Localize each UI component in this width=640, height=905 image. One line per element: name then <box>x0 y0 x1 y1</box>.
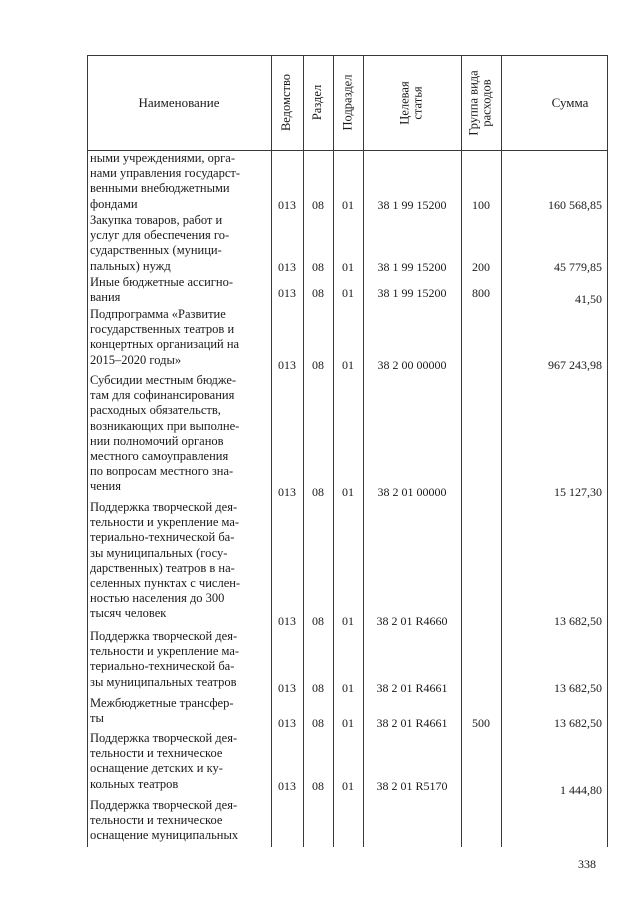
row-razdel: 08 <box>312 614 324 628</box>
row-razdel: 08 <box>312 286 324 300</box>
row-razdel: 08 <box>312 260 324 274</box>
header-name: Наименование <box>138 94 220 110</box>
row-podrazdel: 01 <box>342 681 354 695</box>
row-celevaya: 38 1 99 15200 <box>377 198 447 212</box>
row-summa: 13 682,50 <box>554 614 602 628</box>
row-vedomstvo: 013 <box>278 716 296 730</box>
row-name: Поддержка творческой дея- тельности и укрепление ма- териально-технической ба- зы муниципальных театров <box>90 629 240 689</box>
row-razdel: 08 <box>312 779 324 793</box>
header-celevaya: Целевая статья <box>398 80 425 125</box>
row-gruppa: 800 <box>472 286 490 300</box>
row-vedomstvo: 013 <box>278 485 296 499</box>
budget-table <box>87 55 608 847</box>
row-summa: 13 682,50 <box>554 681 602 695</box>
row-razdel: 08 <box>312 198 324 212</box>
header-summa: Сумма <box>551 94 589 110</box>
row-celevaya: 38 2 01 00000 <box>377 485 447 499</box>
page-number: 338 <box>578 857 596 871</box>
table-row <box>87 307 608 373</box>
row-name: Подпрограмма «Развитие государственных театров и концертных организаций на 2015–2020 годы» <box>90 307 240 367</box>
row-celevaya: 38 2 00 00000 <box>377 358 447 372</box>
row-razdel: 08 <box>312 358 324 372</box>
row-vedomstvo: 013 <box>278 286 296 300</box>
row-razdel: 08 <box>312 485 324 499</box>
row-podrazdel: 01 <box>342 716 354 730</box>
row-name: Поддержка творческой дея- тельности и техническое оснащение муниципальных <box>90 798 239 843</box>
row-celevaya: 38 2 01 R4661 <box>376 681 448 695</box>
row-celevaya: 38 2 01 R4661 <box>376 716 448 730</box>
row-razdel: 08 <box>312 681 324 695</box>
row-gruppa: 500 <box>472 716 490 730</box>
header-gruppa: Группа вида расходов <box>467 69 495 136</box>
row-summa: 13 682,50 <box>554 716 602 730</box>
header-podrazdel: Подраздел <box>340 74 355 131</box>
row-name: Иные бюджетные ассигно- вания <box>90 275 234 305</box>
row-vedomstvo: 013 <box>278 779 296 793</box>
row-name: Межбюджетные трансфер- ты <box>90 696 234 726</box>
row-name: Поддержка творческой дея- тельности и техническое оснащение детских и ку- кольных театров <box>90 731 238 791</box>
row-name: ными учреждениями, орга- нами управления государст- венными внебюджетными фондами <box>90 151 241 211</box>
row-gruppa: 100 <box>472 198 490 212</box>
table-row <box>87 213 608 275</box>
header-razdel: Раздел <box>310 84 325 121</box>
table-row <box>87 731 608 798</box>
row-gruppa: 200 <box>472 260 490 274</box>
row-summa: 160 568,85 <box>548 198 602 212</box>
table-row <box>87 373 608 500</box>
row-summa: 41,50 <box>575 292 602 306</box>
row-podrazdel: 01 <box>342 485 354 499</box>
row-name: Закупка товаров, работ и услуг для обеспечения го- сударственных (муници- пальных) нужд <box>90 213 230 273</box>
row-razdel: 08 <box>312 716 324 730</box>
row-podrazdel: 01 <box>342 198 354 212</box>
header-vedomstvo: Ведомство <box>279 73 294 132</box>
row-vedomstvo: 013 <box>278 681 296 695</box>
table-row <box>87 696 608 731</box>
row-summa: 15 127,30 <box>554 485 602 499</box>
row-celevaya: 38 2 01 R5170 <box>376 779 448 793</box>
row-summa: 45 779,85 <box>554 260 602 274</box>
row-name: Субсидии местным бюдже- там для софинансирования расходных обязательств, возникающих при выполне- нии полномочий органов местного самоуправления по вопросам местного зна- чения <box>90 373 240 494</box>
table-row <box>87 798 608 847</box>
row-celevaya: 38 1 99 15200 <box>377 260 447 274</box>
row-celevaya: 38 2 01 R4660 <box>376 614 448 628</box>
row-podrazdel: 01 <box>342 358 354 372</box>
table-row <box>87 500 608 629</box>
table-row <box>87 629 608 696</box>
table-row <box>87 151 608 213</box>
row-podrazdel: 01 <box>342 614 354 628</box>
row-vedomstvo: 013 <box>278 260 296 274</box>
row-vedomstvo: 013 <box>278 358 296 372</box>
row-summa: 1 444,80 <box>560 783 602 797</box>
row-podrazdel: 01 <box>342 779 354 793</box>
row-celevaya: 38 1 99 15200 <box>377 286 447 300</box>
row-podrazdel: 01 <box>342 286 354 300</box>
row-summa: 967 243,98 <box>548 358 602 372</box>
row-podrazdel: 01 <box>342 260 354 274</box>
row-vedomstvo: 013 <box>278 198 296 212</box>
row-vedomstvo: 013 <box>278 614 296 628</box>
table-row <box>87 275 608 307</box>
row-name: Поддержка творческой дея- тельности и укрепление ма- териально-технической ба- зы муниципальных (госу- дарственных) театров в на- селенных пунктах с числен- ностью населения до 300 тысяч человек <box>90 500 241 621</box>
